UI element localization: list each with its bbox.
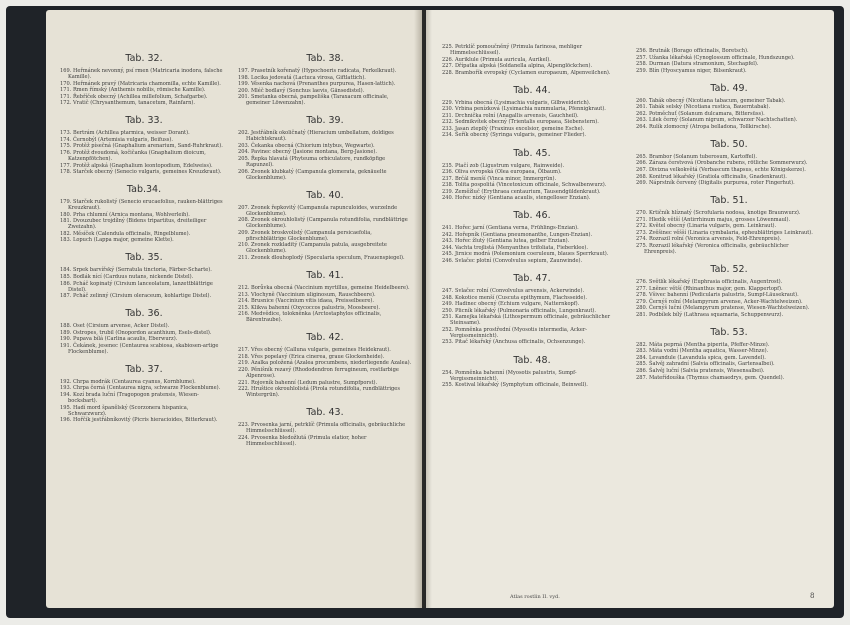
- page-number: 8: [810, 592, 815, 600]
- plate-heading: Tab. 42.: [306, 332, 344, 344]
- plant-entry: 180. Prha chlumní (Arnica montana, Wohlverleih).: [60, 211, 190, 218]
- plant-entry: 193. Chrpa černá (Centaurea nigra, schwarze Flockenblume).: [60, 385, 221, 392]
- plant-entry: 269. Náprstník červený (Digitalis purpurea, roter Fingerhut).: [636, 180, 795, 187]
- plant-entry: 205. Řepka hlavatá (Phyteuma orbiculatore, rundköpfige Rapunzel).: [238, 155, 386, 169]
- plant-entry: 189. Ostropes, trubil (Onopordon acanthium, Esels-distel).: [60, 329, 212, 336]
- plant-entry: 260. Tabák obecný (Nicotiana tabacum, gemeiner Tabak).: [636, 97, 786, 104]
- plant-entry: 201. Smetanka obecná, pampeliška (Taraxacum officinale, gemeiner Löwenzahn).: [238, 94, 389, 107]
- plant-entry: 272. Květel obecný (Linaria vulgaris, gem. Leinkraut).: [636, 223, 777, 230]
- plant-entry: 219. Azalka položená (Azalea procumbens, niederliegende Azalea).: [238, 360, 412, 367]
- plant-entry: 191. Čekánek, jesenec (Centaurea scabiosa, skabiosen-artige Flockenblume).: [60, 342, 219, 355]
- plant-entry: 279. Černýš rolní (Melampyrum arvense, Acker-Wachtelweizen).: [636, 298, 803, 305]
- plant-entry: 255. Kostival lékařský (Symphytum officinale, Beinwell).: [442, 382, 588, 389]
- plant-entry: 192. Chrpa modrák (Centaurea cyanus, Kornblume).: [60, 378, 196, 385]
- plant-entry: 286. Šalvěj luční (Salvia pratensis, Wiesensalbei).: [636, 367, 765, 374]
- plant-entry: 199. Věsenka nachová (Prenanthes purpurea, Hasen-lattich).: [238, 81, 396, 88]
- plant-entry: 262. Potměchuť (Solanum dulcamara, Bittersüss).: [636, 110, 765, 117]
- plate-heading: Tab. 40.: [306, 189, 344, 201]
- plate-heading: Tab. 36.: [125, 308, 163, 320]
- plant-entry: 257. Užanka lékařská (Cynoglossum officinale, Hundszunge).: [636, 54, 795, 61]
- plant-entry: 251. Kamejka lékařská (Lithospermum officinale, gebräuchlicher Steinsame).: [442, 314, 611, 327]
- plant-entry: 173. Bertrám (Achillea ptarmica, weisser Dorant).: [60, 130, 190, 137]
- plant-entry: 232. Sedmikvítek obecný (Trientalis europaea, Siebenstern).: [442, 119, 599, 126]
- plate-heading: Tab. 44.: [513, 84, 551, 96]
- plant-entry: 187. Pcháč zelinný (Cirsium oleraceum, kohlartige Distel).: [60, 293, 212, 300]
- plant-entry: 281. Podbílek bílý (Lathraea squamaria, Schuppenwurz).: [636, 311, 784, 318]
- left-page-column-2: [238, 44, 412, 447]
- plant-entry: 197. Prasetník kořenatý (Hypochoeris radicata, Ferkelkraut).: [238, 68, 397, 74]
- plant-entry: 225. Petrklíč pomoučněný (Primula farinosa, mehliger Himmelsschlüssel).: [442, 44, 583, 57]
- plant-entry: 185. Bodlák nící (Carduus nutans, nickende Distel).: [60, 273, 194, 280]
- plant-entry: 211. Zvonek dlouhoplodý (Specularia speculum, Frauenspiegel).: [238, 255, 405, 262]
- plant-entry: 188. Oset (Cirsium arvense, Acker Distel).: [60, 323, 170, 330]
- plant-entry: 276. Světlík lékařský (Euphrasia officinalis, Augentrost).: [636, 278, 783, 285]
- plant-entry: 241. Hořec jarní (Gentiana verna, Frühlings-Enzian).: [442, 225, 579, 232]
- plant-entry: 238. Tolita pospolitá (Vincetoxicum officinale, Schwalbenwurz).: [442, 182, 607, 189]
- plant-entry: 246. Svlačec plotní (Convolvulus sepium, Zaunwinde).: [442, 258, 583, 265]
- plant-entry: 208. Zvonek okrouhlolistý (Campanula rotundifolia, rundblättrige Glockenblume).: [238, 217, 408, 230]
- plant-entry: 171. Řebříček obecný (Achillea millefolium, Schafgarbe).: [60, 93, 208, 100]
- plant-entry: 287. Mateřídouška (Thymus chamaedrys, gem. Quendel).: [636, 374, 785, 381]
- plant-entry: 222. Hruštice okrouhlolistá (Pirola rotundifolia, rundblättriges Wintergrün).: [238, 386, 400, 399]
- plant-entry: 178. Starček obecný (Senecio vulgaris, gemeines Kreuzkraut).: [60, 169, 222, 176]
- plate-heading: Tab. 48.: [513, 354, 551, 366]
- plant-entry: 261. Tabák selský (Nicotiana rustica, Bauerntabak).: [636, 104, 771, 111]
- plant-entry: 177. Protěž alpská (Gnaphalium leontopodium, Edelweiss).: [60, 162, 213, 169]
- left-page-column-1: [60, 44, 228, 424]
- plant-entry: 268. Konitrud lékařský (Gratiola officinalis, Gnadenkraut).: [636, 173, 787, 180]
- plant-entry: 277. Lněnec větší (Rhinanthus major, gem. Klappertopf).: [636, 285, 783, 292]
- plant-entry: 236. Oliva evropská (Olea europaea, Ölbaum).: [442, 169, 562, 176]
- plant-entry: 221. Rojovník bahenní (Ledum palustre, Sumpfporst).: [238, 379, 378, 386]
- plant-entry: 250. Plicník lékařský (Pulmonaria officinalis, Lungenkraut).: [442, 307, 596, 314]
- plant-entry: 228. Brambořík evropský (Cyclamen europaeum, Alpenveilchen).: [442, 69, 611, 76]
- plant-entry: 179. Starček rukolistý (Senecio erucaefolius, rauken-blättriges Kreuzkraut).: [60, 199, 223, 212]
- plant-entry: 265. Brambor (Solanum tuberosum, Kartoffel).: [636, 153, 757, 160]
- left-page: [46, 10, 422, 608]
- plant-entry: 184. Srpek barvířský (Serratula tinctoria, Färber-Scharte).: [60, 267, 212, 274]
- plant-entry: 240. Hořec nízký (Gentiana acaulis, stengelloser Enzian).: [442, 195, 591, 202]
- plant-entry: 275. Rozrazil lékařský (Veronica officinalis, gebräuchlicher Ehrenpreis).: [636, 242, 789, 255]
- plant-entry: 204. Pavinec obecný (Jasione montana, Berg-Jasione).: [238, 149, 378, 156]
- plant-entry: 248. Kokotice menší (Cuscuta epithymum, Flachsseide).: [442, 294, 587, 301]
- plant-entry: 284. Levandule (Lavandula spica, gem. Lavendel).: [636, 354, 766, 361]
- plate-heading: Tab. 32.: [125, 53, 163, 64]
- plant-entry: 227. Dřípatka alpská (Soldanella alpina, Alpenglöckchen).: [442, 63, 593, 70]
- plate-heading: Tab. 53.: [710, 326, 748, 338]
- plant-entry: 172. Vratič (Chrysanthemum, tanacetum, Rainfarn).: [60, 100, 195, 107]
- plant-entry: 175. Protěž písečná (Gnaphalium arenarium, Sand-Ruhrkraut).: [60, 143, 223, 150]
- plant-entry: 233. Jasan ztepilý (Fraxinus excelsior, gemeine Esche).: [442, 125, 585, 132]
- plate-heading: Tab. 39.: [306, 115, 344, 127]
- plant-entry: 196. Hořčík jestřábníkovitý (Picris hieracioides, Bitterkraut).: [60, 417, 218, 424]
- plant-entry: 202. Jestřábník okoličnatý (Hieracium umbellatum, doldiges Habichtskraut).: [238, 130, 394, 143]
- plant-entry: 216. Medvědice, tolokněnka (Arctostaphylos officinalis, Bärentraube).: [238, 311, 382, 324]
- page-footer: Atlas rostlin II. vyd.: [510, 594, 560, 600]
- plant-entry: 194. Kozí brada luční (Tragopogon pratensis, Wiesen-bocksbart).: [60, 392, 199, 405]
- plate-heading: Tab. 41.: [306, 270, 344, 282]
- plant-entry: 273. Zvěšinec věšší (Linaria cymbalaria, epheublättriges Leinkraut).: [636, 229, 813, 236]
- plant-entry: 282. Máta peprná (Mentha piperita, Pfeffer-Minze).: [636, 341, 770, 348]
- plate-heading: Tab. 47.: [513, 273, 551, 285]
- plant-entry: 186. Pcháč kopinatý (Cirsium lanceolatum, lanzettblättrige Distel).: [60, 280, 213, 293]
- plant-entry: 259. Blín (Hyoscyamus niger, Bilsenkraut).: [636, 67, 747, 74]
- book-gutter: [414, 10, 432, 608]
- right-page-column-2: [636, 48, 822, 381]
- plate-heading: Tab. 45.: [513, 147, 551, 159]
- plant-entry: 226. Auriklule (Primula auricula, Aurikel).: [442, 56, 551, 63]
- plant-entry: 258. Durman (Datura stramonium, Stechapfel).: [636, 61, 759, 68]
- plant-entry: 270. Krtičník hlíznatý (Scrofularia nodosa, knotige Braunwurz).: [636, 210, 801, 217]
- plant-entry: 215. Klikva bahenní (Oxycoccos palustris, Moosbeere).: [238, 304, 380, 311]
- plant-entry: 171. Rmen římský (Anthemis nobilis, römische Kamille).: [60, 87, 206, 94]
- plant-entry: 207. Zvonek řepkovitý (Campanula rapunculoides, wurzelnde Glockenblume).: [238, 204, 398, 217]
- plate-heading: Tab. 33.: [125, 115, 163, 127]
- plant-entry: 249. Hadinec obecný (Echium vulgare, Natternkopf).: [442, 301, 580, 308]
- plant-entry: 231. Drchnička rolní (Anagallis arvensis, Gauchheil).: [442, 112, 579, 119]
- plant-entry: 230. Vrbina penízková (Lysimachia nummularia, Pfennigkraut).: [442, 106, 606, 113]
- plant-entry: 217. Vřes obecný (Calluna vulgaris, gemeines Heidekraut).: [238, 347, 391, 354]
- plant-entry: 264. Rulík zlomocný (Atropa belladona, Tollkirsche).: [636, 123, 772, 130]
- plant-entry: 210. Zvonek rozkladitý (Campanula patula, ausgebreitete Glockenblume).: [238, 242, 387, 255]
- plant-entry: 182. Měsíček (Calendula officinalis, Ringelblume).: [60, 230, 191, 237]
- plant-entry: 181. Dvouzubec trojdílný (Bidens tripartitus, dreiteiliger Zweizahn).: [60, 218, 207, 231]
- plate-heading: Tab. 38.: [306, 53, 344, 64]
- plate-heading: Tab. 46.: [513, 210, 551, 222]
- plant-entry: 247. Svlačec rolní (Convolvulus arvensis, Ackerwinde).: [442, 288, 585, 295]
- plant-entry: 174. Černobýl (Artemisia vulgaris, Beifuss).: [60, 136, 173, 143]
- plant-entry: 285. Šalvěj zahradní (Salvia officinalis, Gartensalbei).: [636, 361, 775, 368]
- plant-entry: 203. Čekanka obecná (Chiorium intybus, Wegwarte).: [238, 142, 375, 149]
- plant-entry: 198. Locika jedovatá (Lactuca virosa, Giftlattich).: [238, 74, 366, 81]
- plant-entry: 235. Ptačí zob (Ligustrum vulgare, Rainweide).: [442, 162, 565, 169]
- plate-heading: Tab. 52.: [710, 263, 748, 275]
- plate-heading: Tab. 35.: [125, 252, 163, 264]
- plant-entry: 224. Prvosenka bledožlutá (Primula elatior, hoher Himmelsschlüssel).: [238, 434, 367, 447]
- plant-entry: 263. Lilek černý (Solanum nigrum, schwarzer Nachtschatten).: [636, 117, 798, 124]
- plant-entry: 183. Lopuch (Lappa major, gemeine Klette).: [60, 237, 174, 244]
- plant-entry: 229. Vrbina obecná (Lysimachia vulgaris, Gilbweiderich).: [442, 99, 591, 106]
- plant-entry: 271. Hledík větší (Antirrhinum majus, grosses Löwenmaul).: [636, 216, 791, 223]
- right-page-column-1: [442, 44, 622, 389]
- plant-entry: 218. Vřes popelavý (Erica cinerea, graue Glockenheide).: [238, 353, 385, 360]
- plant-entry: 244. Vachta trojlistá (Menyanthes trifoliata, Fieberklee).: [442, 244, 588, 251]
- plant-entry: 239. Zeměžluč (Erythraea centaurium, Tausendgüldenkraut).: [442, 188, 601, 195]
- plant-entry: 280. Černýš luční (Melampyrum pratense, Wiesen-Wachtelweizen).: [636, 305, 810, 312]
- plant-entry: 278. Všivec bahenní (Pedicularis palustris, Sumpf-Läusekraut).: [636, 292, 799, 299]
- plant-entry: 252. Pomněnka prostřední (Myosotis intermedia, Acker-Vergissmeinnicht).: [442, 326, 587, 339]
- plant-entry: 243. Hořec žlutý (Gentiana lutea, gelber Enzian).: [442, 238, 570, 245]
- plant-entry: 170. Heřmánek pravý (Matricaria chamomilla, echte Kamille).: [60, 80, 221, 87]
- plant-entry: 220. Pěnišník rezavý (Rhododendron ferrugineum, rostfarbige Alpenrose).: [238, 367, 399, 380]
- plate-heading: Tab. 49.: [710, 82, 748, 94]
- plant-entry: 283. Máta vodní (Mentha aquatica, Wasser-Minze).: [636, 348, 769, 355]
- plant-entry: 266. Záraza čerstvová (Orobanche rubens, rötliche Sommerwurz).: [636, 160, 808, 167]
- plant-entry: 254. Pomněnka bahenní (Myosotis palustris, Sumpf-Vergissmeinnicht).: [442, 369, 577, 382]
- plant-entry: 245. Jirnice modrá (Polemonium coeruleum, blaues Sperrkraut).: [442, 251, 609, 258]
- plate-heading: Tab.34.: [126, 184, 162, 196]
- plant-entry: 242. Hořepník (Gentiana pneumonanthe, Lungen-Enzian).: [442, 231, 593, 238]
- plant-entry: 200. Mléč bodlavý (Sonchus laevis, Gänsedistel).: [238, 87, 365, 94]
- plant-entry: 209. Zvonek broskvolistý (Campanula persicaefolia, pfirschblättrige Glockenblume).: [238, 229, 372, 242]
- plant-entry: 237. Brčál menší (Vinca minor, Immergrün).: [442, 175, 557, 182]
- right-page: [426, 10, 834, 608]
- plant-entry: 176. Protěž dvoudomá, kočičanka (Gnaphalium dioicum, Katzenpfötchen).: [60, 149, 206, 162]
- plant-entry: 234. Šeřík obecný (Syringa vulgaris, gemeiner Flieder).: [442, 132, 587, 139]
- plant-entry: 169. Heřmánek nevonný, psí rmen (Matricaria inodora, falsche Kamille).: [60, 68, 223, 81]
- plant-entry: 195. Hadí mord španělský (Scorzonera hispanica, Schwarzwurz).: [60, 404, 189, 417]
- plant-entry: 212. Borůvka obecná (Vaccinium myrtillus, gemeine Heidelbeere).: [238, 285, 410, 292]
- plant-entry: 214. Brusnice (Vaccinium vitis idaea, Preisselbeere).: [238, 298, 374, 305]
- plate-heading: Tab. 43.: [306, 407, 344, 419]
- plant-entry: 274. Rozrazil rolní (Veronica arvensis, Feld-Ehrenpreis).: [636, 236, 782, 243]
- plate-heading: Tab. 51.: [710, 195, 748, 207]
- plant-entry: 256. Brutnák (Borago officinalis, Boretsch).: [636, 48, 749, 54]
- plant-entry: 253. Pitač lékařský (Anchusa officinalis, Ochsenzunge).: [442, 339, 586, 346]
- plate-heading: Tab. 50.: [710, 138, 748, 150]
- plant-entry: 190. Pupava bílá (Carlina acaulis, Eberwurz).: [60, 336, 178, 343]
- plant-entry: 206. Zvonek klubkatý (Campanula glomerata, geknäuelte Glockenblume).: [238, 168, 387, 181]
- plant-entry: 223. Prvosenka jarní, petrklíč (Primula officinalis, gebräuchliche Himmelsschlüssel).: [238, 422, 406, 435]
- plant-entry: 267. Divizna velkokvětá (Verbascum thapsus, echte Königskerze).: [636, 167, 806, 174]
- plate-heading: Tab. 37.: [125, 363, 163, 375]
- plant-entry: 213. Vlochyně (Vaccinium uliginosum, Rauschbeere).: [238, 291, 376, 298]
